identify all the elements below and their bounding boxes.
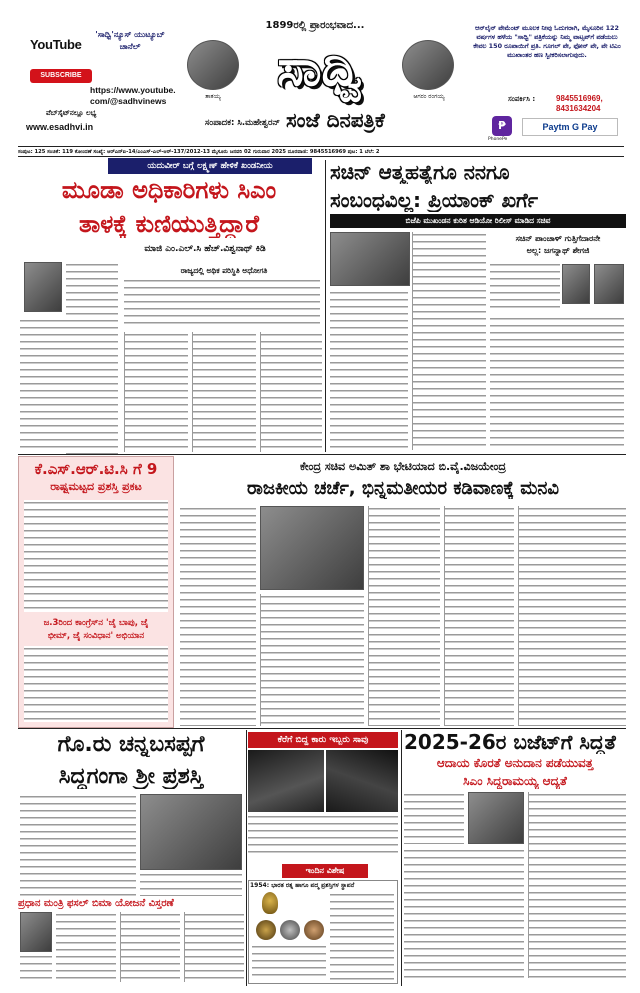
box-photo-2	[594, 264, 624, 304]
founder-name-right: ಆಗರಂ ರಂಗಯ್ಯ	[413, 93, 445, 100]
pmfby-headline: ಪ್ರಧಾನ ಮಂತ್ರಿ ಫಸಲ್ ಬಿಮಾ ಯೋಜನೆ ವಿಸ್ತರಣೆ	[18, 898, 174, 909]
kharge-body-1	[330, 290, 408, 450]
youtube-box	[20, 25, 182, 123]
accident-photo-1	[248, 750, 324, 812]
payment-logos: Paytm G Pay	[522, 118, 618, 136]
accident-banner: ಕೆರೆಗೆ ಬಿದ್ದ ಕಾರು ಇಬ್ಬರು ಸಾವು	[248, 732, 398, 748]
box-photo-1	[562, 264, 590, 304]
rule-vertical-bottom-1	[246, 730, 247, 986]
phone-1[interactable]: 9845516969,	[556, 94, 603, 103]
pmfby-body-3	[184, 912, 244, 982]
promo-box	[468, 22, 628, 140]
congress-headline-2: ಭೀಮ್, ಜೈ ಸಂವಿಧಾನ' ಅಭಿಯಾನ	[47, 631, 145, 641]
budget-photo	[468, 792, 524, 844]
ksrtc-headline-1: ಕೆ.ಎಸ್.ಆರ್.ಟಿ.ಸಿ ಗೆ 9	[34, 460, 158, 478]
vijayendra-body-5	[518, 506, 626, 726]
vijayendra-kicker: ಕೇಂದ್ರ ಸಚಿವ ಅಮಿತ್ ಶಾ ಭೇಟಿಯಾದ ಬಿ.ವೈ.ವಿಜಯೇಂದ್ರ	[299, 460, 507, 473]
pmfby-body-2	[120, 912, 180, 982]
lead-body-2	[124, 278, 320, 328]
youtube-url-2[interactable]: com/@sadhvinews	[90, 96, 167, 106]
founder-name-left: ತಾತಯ್ಯ	[205, 93, 221, 100]
dateline: ಸಂಪುಟ: 125 ಸಂಚಿಕೆ: 119 ಕೋಂದಣೆ ಸಂಖ್ಯೆ: ಆರ್‌ಎನ್‌ಐ-14/ಎಂಎಸ್-ಎಲ್-ಆರ್-137/2012-13 ಮೈಸೂರು ಜನವರಿ 02 ಗುರುವಾರ 2025 ದೂರವಾಣಿ: 9845516969 ಪುಟ: 1 ಬೆಲೆ: 2	[18, 146, 624, 157]
siddaganga-headline-1: ಗೊ.ರು ಚನ್ನಬಸಪ್ಪಗೆ	[57, 732, 205, 757]
budget-body-2	[404, 848, 524, 978]
youtube-url-1[interactable]: https://www.youtube.	[90, 85, 176, 95]
special-body-2	[252, 944, 326, 980]
youtube-channel: 'ಸಾಧ್ವಿ'ನ್ಯೂಸ್ ಯುಟ್ಯೂಬ್ ಚಾನೆಲ್	[95, 30, 165, 51]
ksrtc-headline-2: ರಾಷ್ಟ್ರಮಟ್ಟದ ಪ್ರಶಸ್ತಿ ಪ್ರಕಟ	[50, 480, 142, 493]
accident-body	[248, 814, 398, 858]
pmfby-body-0	[20, 954, 52, 982]
youtube-logo	[28, 33, 86, 57]
kharge-headline-2: ಸಂಬಂಧವಿಲ್ಲ: ಪ್ರಿಯಾಂಕ್ ಖರ್ಗೆ	[330, 188, 539, 212]
rule-mid	[18, 728, 626, 729]
web-label: ವೆಬ್‌ಸೈಟ್‌ನಲ್ಲೂ ಲಭ್ಯ	[46, 109, 97, 117]
lead-body-3	[20, 318, 68, 448]
founder-portrait-right	[402, 40, 454, 90]
siddaganga-body-2	[140, 872, 242, 896]
pmfby-body-1	[56, 912, 116, 982]
kharge-subhead: ಬಿಜೆಪಿ ಮುಖಂಡನ ಕುರಿತ ಆಡಿಯೋ ರಿಲೀಸ್ ಮಾಡಿದ ಸಚಿವ	[330, 214, 626, 228]
siddaganga-body-1	[20, 794, 136, 896]
lead-subhead-2: ರಾಜ್ಯದಲ್ಲಿ ಅಥಿಕ ಪರಿಸ್ಥಿತಿ ಅಧೋಗತಿ	[180, 266, 268, 275]
special-label: ಇಂದಿನ ವಿಶೇಷ	[282, 864, 368, 878]
budget-headline: 2025-26ರ ಬಜೆಟ್‌ಗೆ ಸಿದ್ಧತೆ	[404, 730, 616, 754]
lead-photo	[24, 262, 62, 312]
vijayendra-body-2	[260, 594, 364, 726]
phone-2[interactable]: 8431634204	[556, 104, 601, 113]
rule-vertical-top	[325, 160, 326, 452]
youtube-wordmark: YouTube	[30, 37, 82, 52]
siddaganga-photo	[140, 794, 242, 870]
phonepe-label: PhonePe	[488, 137, 508, 142]
lead-kicker: ಯದುವೀರ್ ಬಗ್ಗೆ ಲಕ್ಷ್ಮಣ್ ಹೇಳಿಕೆ ಖಂಡನೀಯ	[108, 158, 312, 174]
award-badge-icon-3	[304, 920, 324, 940]
kharge-headline-1: ಸಚಿನ್ ಆತ್ಮಹತ್ಯೆಗೂ ನನಗೂ	[330, 160, 510, 184]
budget-subhead-2: ಸಿಎಂ ಸಿದ್ದರಾಮಯ್ಯ ಆದ್ಯತೆ	[463, 774, 567, 788]
website-url[interactable]: www.esadhvi.in	[26, 122, 94, 132]
contact-label: ಸಂಪರ್ಕಿಸಿ :	[508, 95, 536, 103]
lead-headline-1: ಮೂಡಾ ಅಧಿಕಾರಿಗಳು ಸಿಎಂ	[61, 176, 277, 204]
since-line: 1899ರಲ್ಲಿ ಪ್ರಾರಂಭವಾದ...	[265, 20, 365, 31]
vijayendra-body-4	[444, 506, 514, 726]
vijayendra-body-1	[180, 506, 256, 726]
masthead-logo: ಸಾಧ್ವಿ	[277, 38, 363, 97]
pmfby-photo	[20, 912, 52, 952]
award-medal-icon	[262, 892, 278, 914]
accident-photo-2	[326, 750, 398, 812]
kharge-body-2	[412, 232, 486, 450]
founder-portrait-left	[187, 40, 239, 90]
budget-body-1	[404, 792, 464, 844]
lead-headline-2: ತಾಳಕ್ಕೆ ಕುಣಿಯುತ್ತಿದ್ದಾರೆ	[79, 210, 259, 238]
lead-body-5	[192, 332, 256, 452]
editor-line: ಸಂಪಾದಕ: ಸಿ.ಮಹೇಶ್ವರನ್	[204, 118, 280, 128]
promo-text: ಆನ್‌ಲೈನ್ ಪೇಮೆಂಟ್ ಮೂಲಕ ನೀವು ಓದುಗರಾಗಿ, ಮೈಸೂರಿನ 122 ವರ್ಷಗಳ ಹಳೆಯ "ಸಾಧ್ವಿ" ಪತ್ರಿಕೆಯನ್ನು ನಿಮ್ಮ ವಾಟ್ಸಪ್‌ಗೆ ಪಡೆಯಲು ಕೇವಲ 150 ರೂಪಾಯಿಗೆ ಪ್ರತಿ. ಗೂಗಲ್ ಪೇ, ಫೋನ್ ಪೇ, ಪೇ ಟಿಎಂ ಮುಖಾಂತರ ಹಣ ಸ್ವೀಕರಿಸಲಾಗುವುದು.	[473, 24, 621, 59]
award-badge-icon-1	[256, 920, 276, 940]
lead-subhead: ಮಾಜಿ ಎಂ.ಎಲ್.ಸಿ ಹೆಚ್.ವಿಶ್ವನಾಥ್ ಕಿಡಿ	[144, 244, 266, 254]
kharge-box-title-1: ಸಚಿನ್ ಪಾಂಚಾಳ್ ಗುತ್ತಿಗೆದಾರನೇ	[515, 234, 601, 243]
special-title: 1954: ಭಾರತ ರತ್ನ ಹಾಗೂ ಪದ್ಮ ಪ್ರಶಸ್ತಿಗಳ ಸ್ಥಾಪನೆ	[250, 882, 355, 889]
ksrtc-body	[24, 500, 168, 612]
kharge-box-body-2	[490, 316, 624, 450]
vijayendra-body-3	[368, 506, 440, 726]
kharge-box-body	[490, 262, 560, 312]
budget-subhead-1: ಆದಾಯ ಕೊರತೆ ಅನುದಾನ ಪಡೆಯುವತ್ತ	[436, 756, 594, 770]
award-badge-icon-2	[280, 920, 300, 940]
paper-type: ಸಂಜೆ ದಿನಪತ್ರಿಕೆ	[286, 108, 385, 132]
siddaganga-headline-2: ಸಿದ್ದಗಂಗಾ ಶ್ರೀ ಪ್ರಶಸ್ತಿ	[58, 764, 204, 789]
rule-lead-bottom	[18, 454, 626, 455]
lead-body-4	[124, 332, 188, 452]
lead-body-6	[260, 332, 322, 452]
budget-body-3	[528, 792, 626, 978]
kharge-photo	[330, 232, 410, 286]
vijayendra-headline: ರಾಜಕೀಯ ಚರ್ಚೆ, ಭಿನ್ನಮತೀಯರ ಕಡಿವಾಣಕ್ಕೆ ಮನವಿ	[247, 478, 559, 499]
congress-headline-1: ಜ.3ರಿಂದ ಕಾಂಗ್ರೆಸ್‌ನ 'ಜೈ ಬಾಪು, ಜೈ	[43, 618, 149, 628]
special-body	[330, 892, 394, 980]
kharge-box-title-2: ಅಲ್ಲ: ಜಗನ್ನಾಥ್ ಶೇಗಜಿ	[526, 246, 590, 255]
vijayendra-photo	[260, 506, 364, 590]
rule-vertical-bottom-2	[401, 730, 402, 986]
phonepe-icon: ₱	[492, 116, 512, 136]
congress-body	[24, 646, 168, 722]
subscribe-button[interactable]: SUBSCRIBE	[30, 69, 92, 83]
